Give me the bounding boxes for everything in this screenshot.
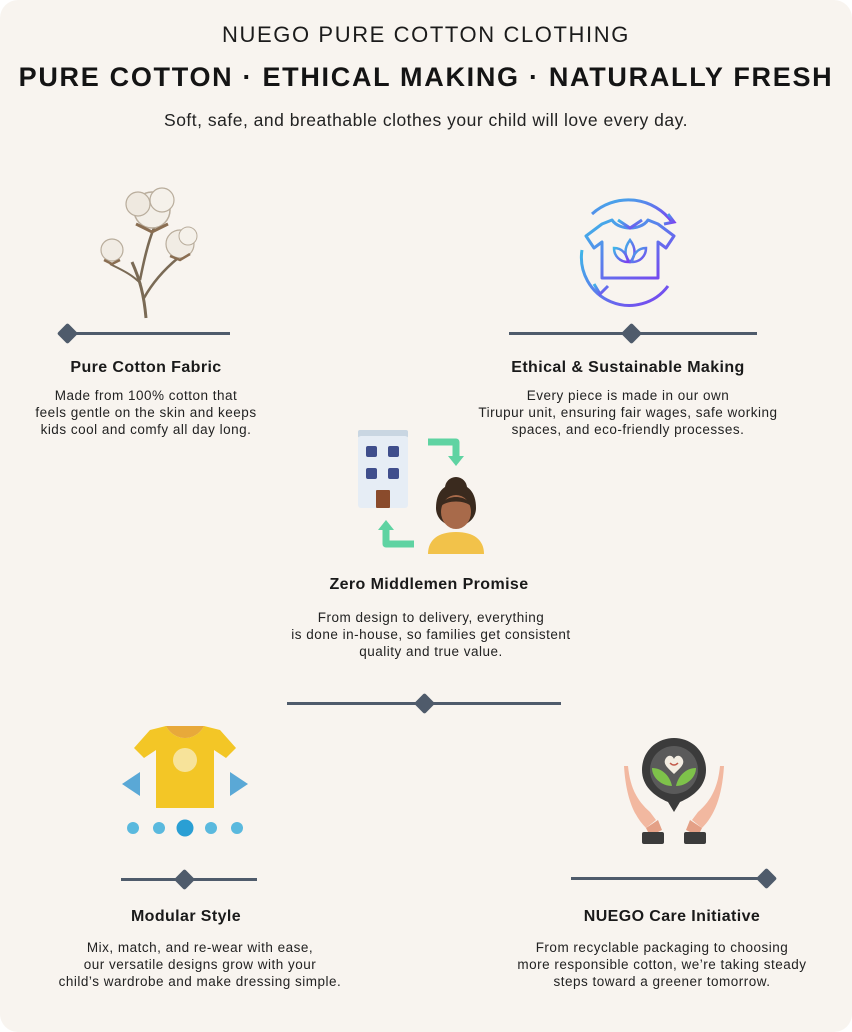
feature-title: Modular Style xyxy=(130,908,242,925)
feature-description: Mix, match, and re-wear with ease, our versatile designs grow with your child’s wardrobe and make dressing simple. xyxy=(58,940,342,989)
divider-line xyxy=(571,877,771,880)
factory-to-customer-icon xyxy=(356,428,488,558)
feature-title: Pure Cotton Fabric xyxy=(70,359,222,376)
tshirt-carousel-icon xyxy=(120,722,250,840)
feature-description: From design to delivery, everything is done in-house, so families get consistent quality and true value. xyxy=(291,610,571,659)
feature-description: Every piece is made in our own Tirupur unit, ensuring fair wages, safe working spaces, and eco-friendly processes. xyxy=(478,388,778,437)
divider-line xyxy=(62,332,230,335)
feature-title: Zero Middlemen Promise xyxy=(329,576,529,593)
feature-description: Made from 100% cotton that feels gentle on the skin and keeps kids cool and comfy all day long. xyxy=(35,388,257,437)
hands-care-icon xyxy=(622,736,726,848)
headline: PURE COTTON · ETHICAL MAKING · NATURALLY FRESH xyxy=(18,62,834,92)
feature-title: NUEGO Care Initiative xyxy=(583,908,761,925)
divider-diamond xyxy=(57,323,78,344)
recycle-tshirt-icon xyxy=(572,192,688,308)
divider-diamond xyxy=(621,323,642,344)
divider-diamond xyxy=(174,869,195,890)
feature-title: Ethical & Sustainable Making xyxy=(511,359,745,376)
cotton-plant-icon xyxy=(96,180,206,320)
feature-description: From recyclable packaging to choosing more responsible cotton, we’re taking steady steps toward a greener tomorrow. xyxy=(517,940,807,989)
divider-diamond xyxy=(756,868,777,889)
brand-title: NUEGO PURE COTTON CLOTHING xyxy=(222,22,630,47)
divider-diamond xyxy=(414,693,435,714)
tagline: Soft, safe, and breathable clothes your child will love every day. xyxy=(164,110,688,130)
